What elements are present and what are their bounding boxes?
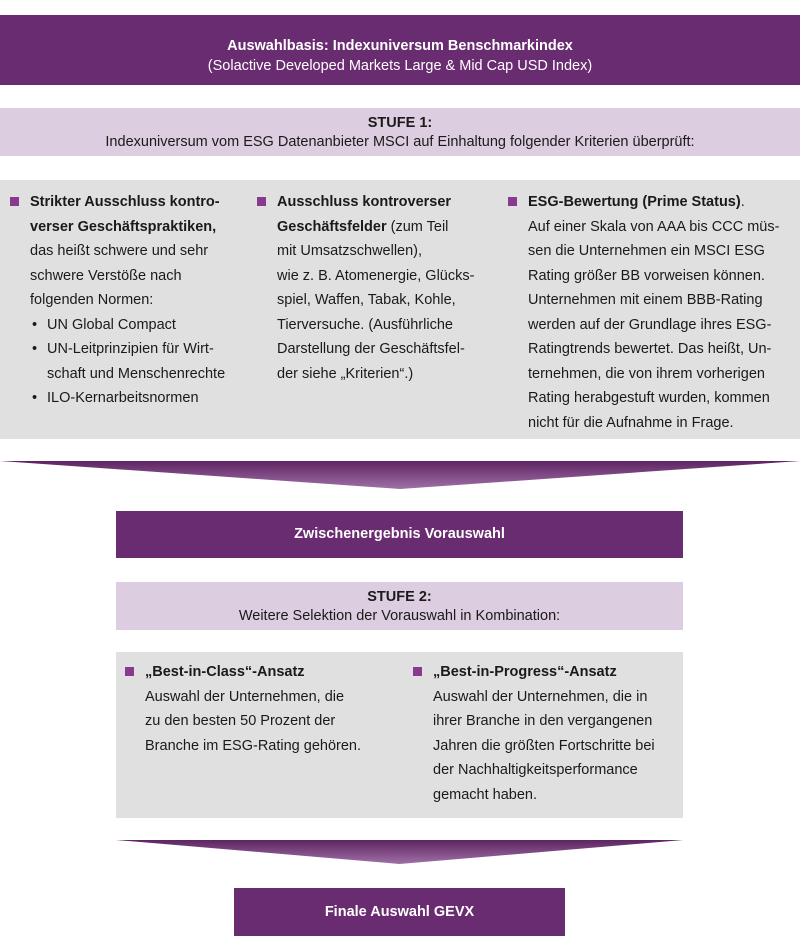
stage-2-approaches-panel bbox=[116, 652, 683, 818]
criterion-esg-rating bbox=[528, 190, 779, 435]
criterion-heading-line: Ausschluss kontroverser bbox=[277, 194, 452, 210]
criterion-body-line: nicht für die Aufnahme in Frage. bbox=[528, 414, 734, 431]
criterion-heading-tail: (zum Teil bbox=[386, 218, 449, 235]
square-bullet-icon bbox=[125, 667, 134, 676]
approach-body-line: Auswahl der Unternehmen, die bbox=[145, 688, 345, 705]
criterion-body-line: Darstellung der Geschäftsfel- bbox=[277, 341, 465, 357]
approach-body-line: Auswahl der Unternehmen, die in bbox=[433, 688, 648, 705]
criterion-body-line: Ratingtrends bewertet. Das heißt, Un- bbox=[528, 341, 772, 357]
criterion-body-line: Rating größer BB vorweisen können. bbox=[528, 267, 765, 284]
square-bullet-icon bbox=[508, 197, 517, 206]
stage-1-banner bbox=[0, 108, 800, 156]
criterion-exclusion-fields bbox=[277, 190, 474, 386]
criterion-body-line: ternehmen, die von ihrem vorherigen bbox=[528, 365, 765, 382]
criterion-body-line: das heißt schwere und sehr bbox=[30, 243, 209, 259]
criterion-body-line: Rating herabgestuft wurden, kommen bbox=[528, 390, 770, 406]
criterion-body-line: werden auf der Grundlage ihres ESG- bbox=[528, 316, 772, 333]
norm-item: • UN-Leitprinzipien für Wirt- bbox=[30, 337, 225, 362]
criterion-body-line: Auf einer Skala von AAA bis CCC müs- bbox=[528, 218, 780, 235]
criterion-exclusion-practices bbox=[30, 190, 225, 411]
stage-1-text: Indexuniversum vom ESG Datenanbieter MSCI auf Einhaltung folgender Kriterien überprüft: bbox=[105, 134, 695, 150]
approach-heading: „Best-in-Class“-Ansatz bbox=[145, 664, 305, 680]
approach-heading: „Best-in-Progress“-Ansatz bbox=[433, 664, 617, 680]
selection-basis-title: Auswahlbasis: Indexuniversum Benschmarkindex bbox=[227, 38, 573, 54]
criterion-body-line: Unternehmen mit einem BBB-Rating bbox=[528, 292, 763, 308]
approach-body-line: Branche im ESG-Rating gehören. bbox=[145, 737, 361, 754]
criterion-body-line: schwere Verstöße nach bbox=[30, 267, 182, 284]
norms-list bbox=[30, 313, 225, 411]
criterion-body-line: wie z. B. Atomenergie, Glücks- bbox=[277, 267, 475, 284]
stage-2-text: Weitere Selektion der Vorauswahl in Kombination: bbox=[238, 608, 561, 624]
norm-item: • ILO-Kernarbeitsnormen bbox=[30, 386, 225, 411]
approach-best-in-progress bbox=[433, 660, 655, 807]
square-bullet-icon bbox=[257, 197, 266, 206]
criterion-body-line: sen die Unternehmen ein MSCI ESG bbox=[528, 243, 765, 259]
approach-body-line: gemacht haben. bbox=[433, 786, 537, 803]
approach-body-line: Jahren die größten Fortschritte bei bbox=[433, 737, 655, 754]
criterion-heading-tail: . bbox=[740, 194, 745, 210]
criterion-body-line: Tierversuche. (Ausführliche bbox=[277, 316, 453, 333]
criterion-body-line: mit Umsatzschwellen), bbox=[277, 243, 423, 259]
stage-1-title: STUFE 1: bbox=[367, 115, 433, 131]
final-selection-banner: Finale Auswahl GEVX bbox=[234, 888, 565, 936]
funnel-arrow-icon bbox=[116, 840, 683, 864]
stage-1-criteria-panel bbox=[0, 180, 800, 439]
approach-best-in-class bbox=[145, 660, 361, 758]
square-bullet-icon bbox=[10, 197, 19, 206]
funnel-arrow-icon bbox=[0, 461, 800, 489]
selection-basis-subtitle: (Solactive Developed Markets Large & Mid Cap USD Index) bbox=[207, 58, 593, 74]
stage-2-title: STUFE 2: bbox=[367, 589, 432, 605]
approach-body-line: ihrer Branche in den vergangenen bbox=[433, 713, 653, 729]
approach-body-line: der Nachhaltigkeitsperformance bbox=[433, 762, 638, 778]
interim-result-banner: Zwischenergebnis Vorauswahl bbox=[116, 511, 683, 558]
criterion-heading-line: verser Geschäftspraktiken, bbox=[30, 218, 217, 235]
criterion-body-line: spiel, Waffen, Tabak, Kohle, bbox=[277, 292, 456, 308]
criterion-heading: ESG-Bewertung (Prime Status) bbox=[528, 194, 741, 210]
square-bullet-icon bbox=[413, 667, 422, 676]
criterion-body-line: folgenden Normen: bbox=[30, 292, 154, 308]
selection-basis-banner bbox=[0, 15, 800, 85]
criterion-heading-line: Strikter Ausschluss kontro- bbox=[30, 194, 220, 210]
criterion-heading-line: Geschäftsfelder bbox=[277, 218, 387, 235]
stage-2-banner bbox=[116, 582, 683, 630]
approach-body-line: zu den besten 50 Prozent der bbox=[145, 713, 336, 729]
norm-item-continuation: schaft und Menschenrechte bbox=[47, 365, 226, 382]
norm-item: • UN Global Compact bbox=[30, 313, 225, 338]
criterion-body-line: der siehe „Kriterien“.) bbox=[277, 365, 414, 382]
